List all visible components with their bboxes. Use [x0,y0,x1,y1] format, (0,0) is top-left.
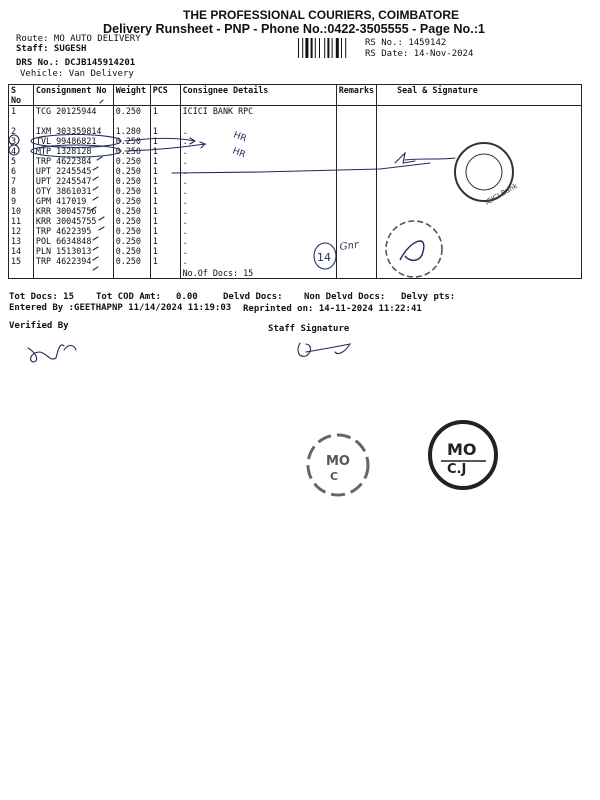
cell-pcs: 1 [150,136,180,146]
cell-consignee: . [180,216,336,226]
cell-consignee: . [180,126,336,136]
entered-by: Entered By :GEETHAPNP 11/14/2024 11:19:03 [9,303,232,313]
mo-stamp [308,435,368,495]
remark-hr-1: HR [231,130,248,145]
col-header-consignee: Consignee Details [180,85,336,106]
mo-stamp-dark [430,422,496,488]
remark-hr-2: HR [230,146,247,161]
cell-consignment: PLN 1513013 [33,246,113,256]
col-header-seal: Seal & Signature [377,85,582,106]
col-header-remarks: Remarks [336,85,376,106]
cell-weight: 0.250 [113,166,150,176]
bank-stamp [455,143,520,207]
cell-pcs: 1 [150,196,180,206]
cell-weight: 0.250 [113,196,150,206]
no-of-docs: No.Of Docs: 15 [180,266,336,279]
route-text: Route: MO AUTO DELIVERY [16,34,141,44]
cell-consignment: TCG 20125944 [33,106,113,117]
cell-pcs: 1 [150,226,180,236]
cell-weight: 0.250 [113,236,150,246]
arrow-mark [125,142,205,151]
cell-consignment: MTP 1328128 [33,146,113,156]
cell-sno: 1 [9,106,34,117]
cell-consignee: . [180,236,336,246]
cell-consignee: ICICI BANK RPC [180,106,336,117]
cell-pcs: 1 [150,166,180,176]
stamp-cj-text: C.J [447,462,467,477]
cell-pcs: 1 [150,216,180,226]
total-cod-label: Tot COD Amt: [96,292,162,302]
cell-consignee: . [180,256,336,266]
tick-mark [100,100,103,103]
cell-sno: 2 [9,126,34,136]
staff-signature-label: Staff Signature [268,324,350,334]
cell-weight: 0.250 [113,136,150,146]
cell-weight: 0.250 [113,186,150,196]
verified-by-label: Verified By [9,321,69,331]
signature-mark [306,344,350,354]
rs-date: RS Date: 14-Nov-2024 [365,49,474,59]
line-mark [172,163,430,173]
cell-consignee: . [180,136,336,146]
cell-consignee: . [180,146,336,156]
cell-pcs: 1 [150,156,180,166]
cell-consignment: POL 6634848 [33,236,113,246]
stamp-mo-dark-text: MO [447,440,477,459]
cell-weight: 0.250 [113,226,150,236]
cell-sno: 6 [9,166,34,176]
cell-pcs: 1 [150,176,180,186]
cell-pcs: 1 [150,236,180,246]
cell-consignment: KRR 30045755 [33,216,113,226]
cell-consignment: TRP 4622394 [33,256,113,266]
runsheet-subtitle: Delivery Runsheet - PNP - Phone No.:0422-3505555 - Page No.:1 [103,22,485,36]
cell-weight: 0.250 [113,106,150,117]
cell-consignee: . [180,166,336,176]
cell-weight: 0.250 [113,256,150,266]
cell-sno: 8 [9,186,34,196]
signature-mark [28,345,64,362]
cell-sno: 14 [9,246,34,256]
cell-sno: 13 [9,236,34,246]
cell-weight: 0.250 [113,206,150,216]
cell-pcs: 1 [150,106,180,117]
cell-weight: 1.280 [113,126,150,136]
circle-mark [31,145,121,157]
cell-pcs: 1 [150,256,180,266]
vehicle-text: Vehicle: Van Delivery [20,69,134,79]
stamp-bank-text: ICICI Bank [483,181,519,207]
cell-consignment: KRR 30045756 [33,206,113,216]
non-delivered-docs: Non Delvd Docs: [304,292,386,302]
cell-consignee: . [180,226,336,236]
cell-consignment: TVL 99486821 [33,136,113,146]
cell-sno: 7 [9,176,34,186]
rs-number: RS No.: 1459142 [365,38,447,48]
cell-consignment: TRP 4622384 [33,156,113,166]
cell-pcs: 1 [150,186,180,196]
signature-mark [298,343,311,356]
cell-pcs: 1 [150,126,180,136]
cell-sno: 10 [9,206,34,216]
cell-sno: 9 [9,196,34,206]
cell-weight: 0.250 [113,246,150,256]
cell-consignee: . [180,176,336,186]
cell-consignee: . [180,196,336,206]
total-docs: Tot Docs: 15 [9,292,75,302]
scribble-mark [405,158,455,160]
cell-consignee: . [180,156,336,166]
cell-pcs: 1 [150,246,180,256]
total-cod-value: 0.00 [176,292,198,302]
cell-pcs: 1 [150,146,180,156]
stamp-mo-text: MO [326,454,350,469]
cell-sno: 3 [9,136,34,146]
cell-sno: 11 [9,216,34,226]
cell-consignment: TRP 4622395 [33,226,113,236]
cell-sno: 4 [9,146,34,156]
cell-consignment: UPT 2245545 [33,166,113,176]
company-title: THE PROFESSIONAL COURIERS, COIMBATORE [183,8,460,22]
staff-text: Staff: SUGESH [16,44,87,54]
cell-consignee: . [180,186,336,196]
cell-consignment: UPT 2245547 [33,176,113,186]
cell-consignee: . [180,206,336,216]
scribble-mark [395,153,415,163]
cell-consignment: GPM 417019 [33,196,113,206]
delivered-docs: Delvd Docs: [223,292,283,302]
cell-weight: 0.250 [113,216,150,226]
circled-count: 14 [317,251,331,264]
arrow-mark [125,138,195,144]
cell-consignee: . [180,246,336,256]
tick-mark [91,157,104,270]
col-header-pcs: PCS [150,85,180,106]
circle-mark [9,145,19,155]
drs-number: DRS No.: DCJB145914201 [16,58,136,68]
col-header-consignment: Consignment No [33,85,113,106]
circle-mark [9,135,19,145]
reprinted-on: Reprinted on: 14-11-2024 11:22:41 [243,304,422,314]
cell-weight: 0.250 [113,156,150,166]
cell-weight: 0.250 [113,176,150,186]
col-header-sno: S No [9,85,34,106]
cell-consignment: IXM 303359814 [33,126,113,136]
cell-consignment: OTY 3861031 [33,186,113,196]
cell-pcs: 1 [150,206,180,216]
cell-weight: 0.250 [113,146,150,156]
stamp-c-text: C [330,470,339,483]
col-header-weight: Weight [113,85,150,106]
receipt-stamp [386,221,442,277]
cell-sno: 12 [9,226,34,236]
signature-mark [64,346,76,351]
cell-sno: 5 [9,156,34,166]
count-word: Gnr [338,239,360,253]
cell-sno: 15 [9,256,34,266]
delivery-points: Delvy pts: [401,292,456,302]
